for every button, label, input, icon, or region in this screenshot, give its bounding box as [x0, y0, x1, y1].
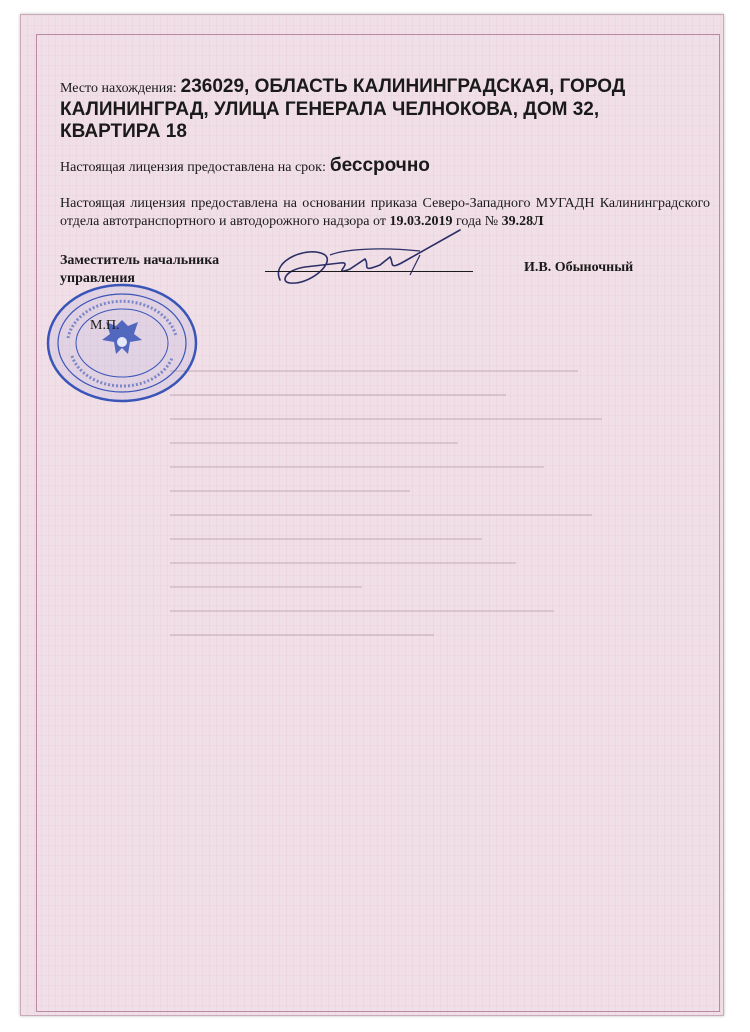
term-value: бессрочно [329, 155, 430, 176]
address-value: 236029, ОБЛАСТЬ КАЛИНИНГРАДСКАЯ, ГОРОД КАЛИНИНГРАД, УЛИЦА ГЕНЕРАЛА ЧЕЛНОКОВА, ДОМ 32, КВАРТИРА 18 [60, 76, 626, 142]
term-block [60, 155, 680, 177]
official-seal [42, 278, 202, 408]
seal-mark: М.П. [90, 318, 120, 333]
term-label: Настоящая лицензия предоставлена на срок: [60, 160, 326, 175]
address-label: Место нахождения: [60, 81, 177, 96]
signature-line [265, 271, 473, 272]
signatory-name: И.В. Обыночный [524, 260, 634, 275]
address-block [60, 76, 640, 143]
signatory-position: Заместитель начальника управления [60, 253, 220, 286]
basis-text: Настоящая лицензия предоставлена на основании приказа Северо-Западного МУГАДН Калининградского отдела автотранспортного и автодорожного надзора от [60, 196, 710, 229]
handwritten-signature [270, 225, 470, 300]
bleed-through-text [170, 370, 650, 700]
basis-middle: года № [455, 214, 499, 229]
basis-date: 19.03.2019 [389, 214, 453, 229]
basis-number: 39.28Л [501, 214, 544, 229]
